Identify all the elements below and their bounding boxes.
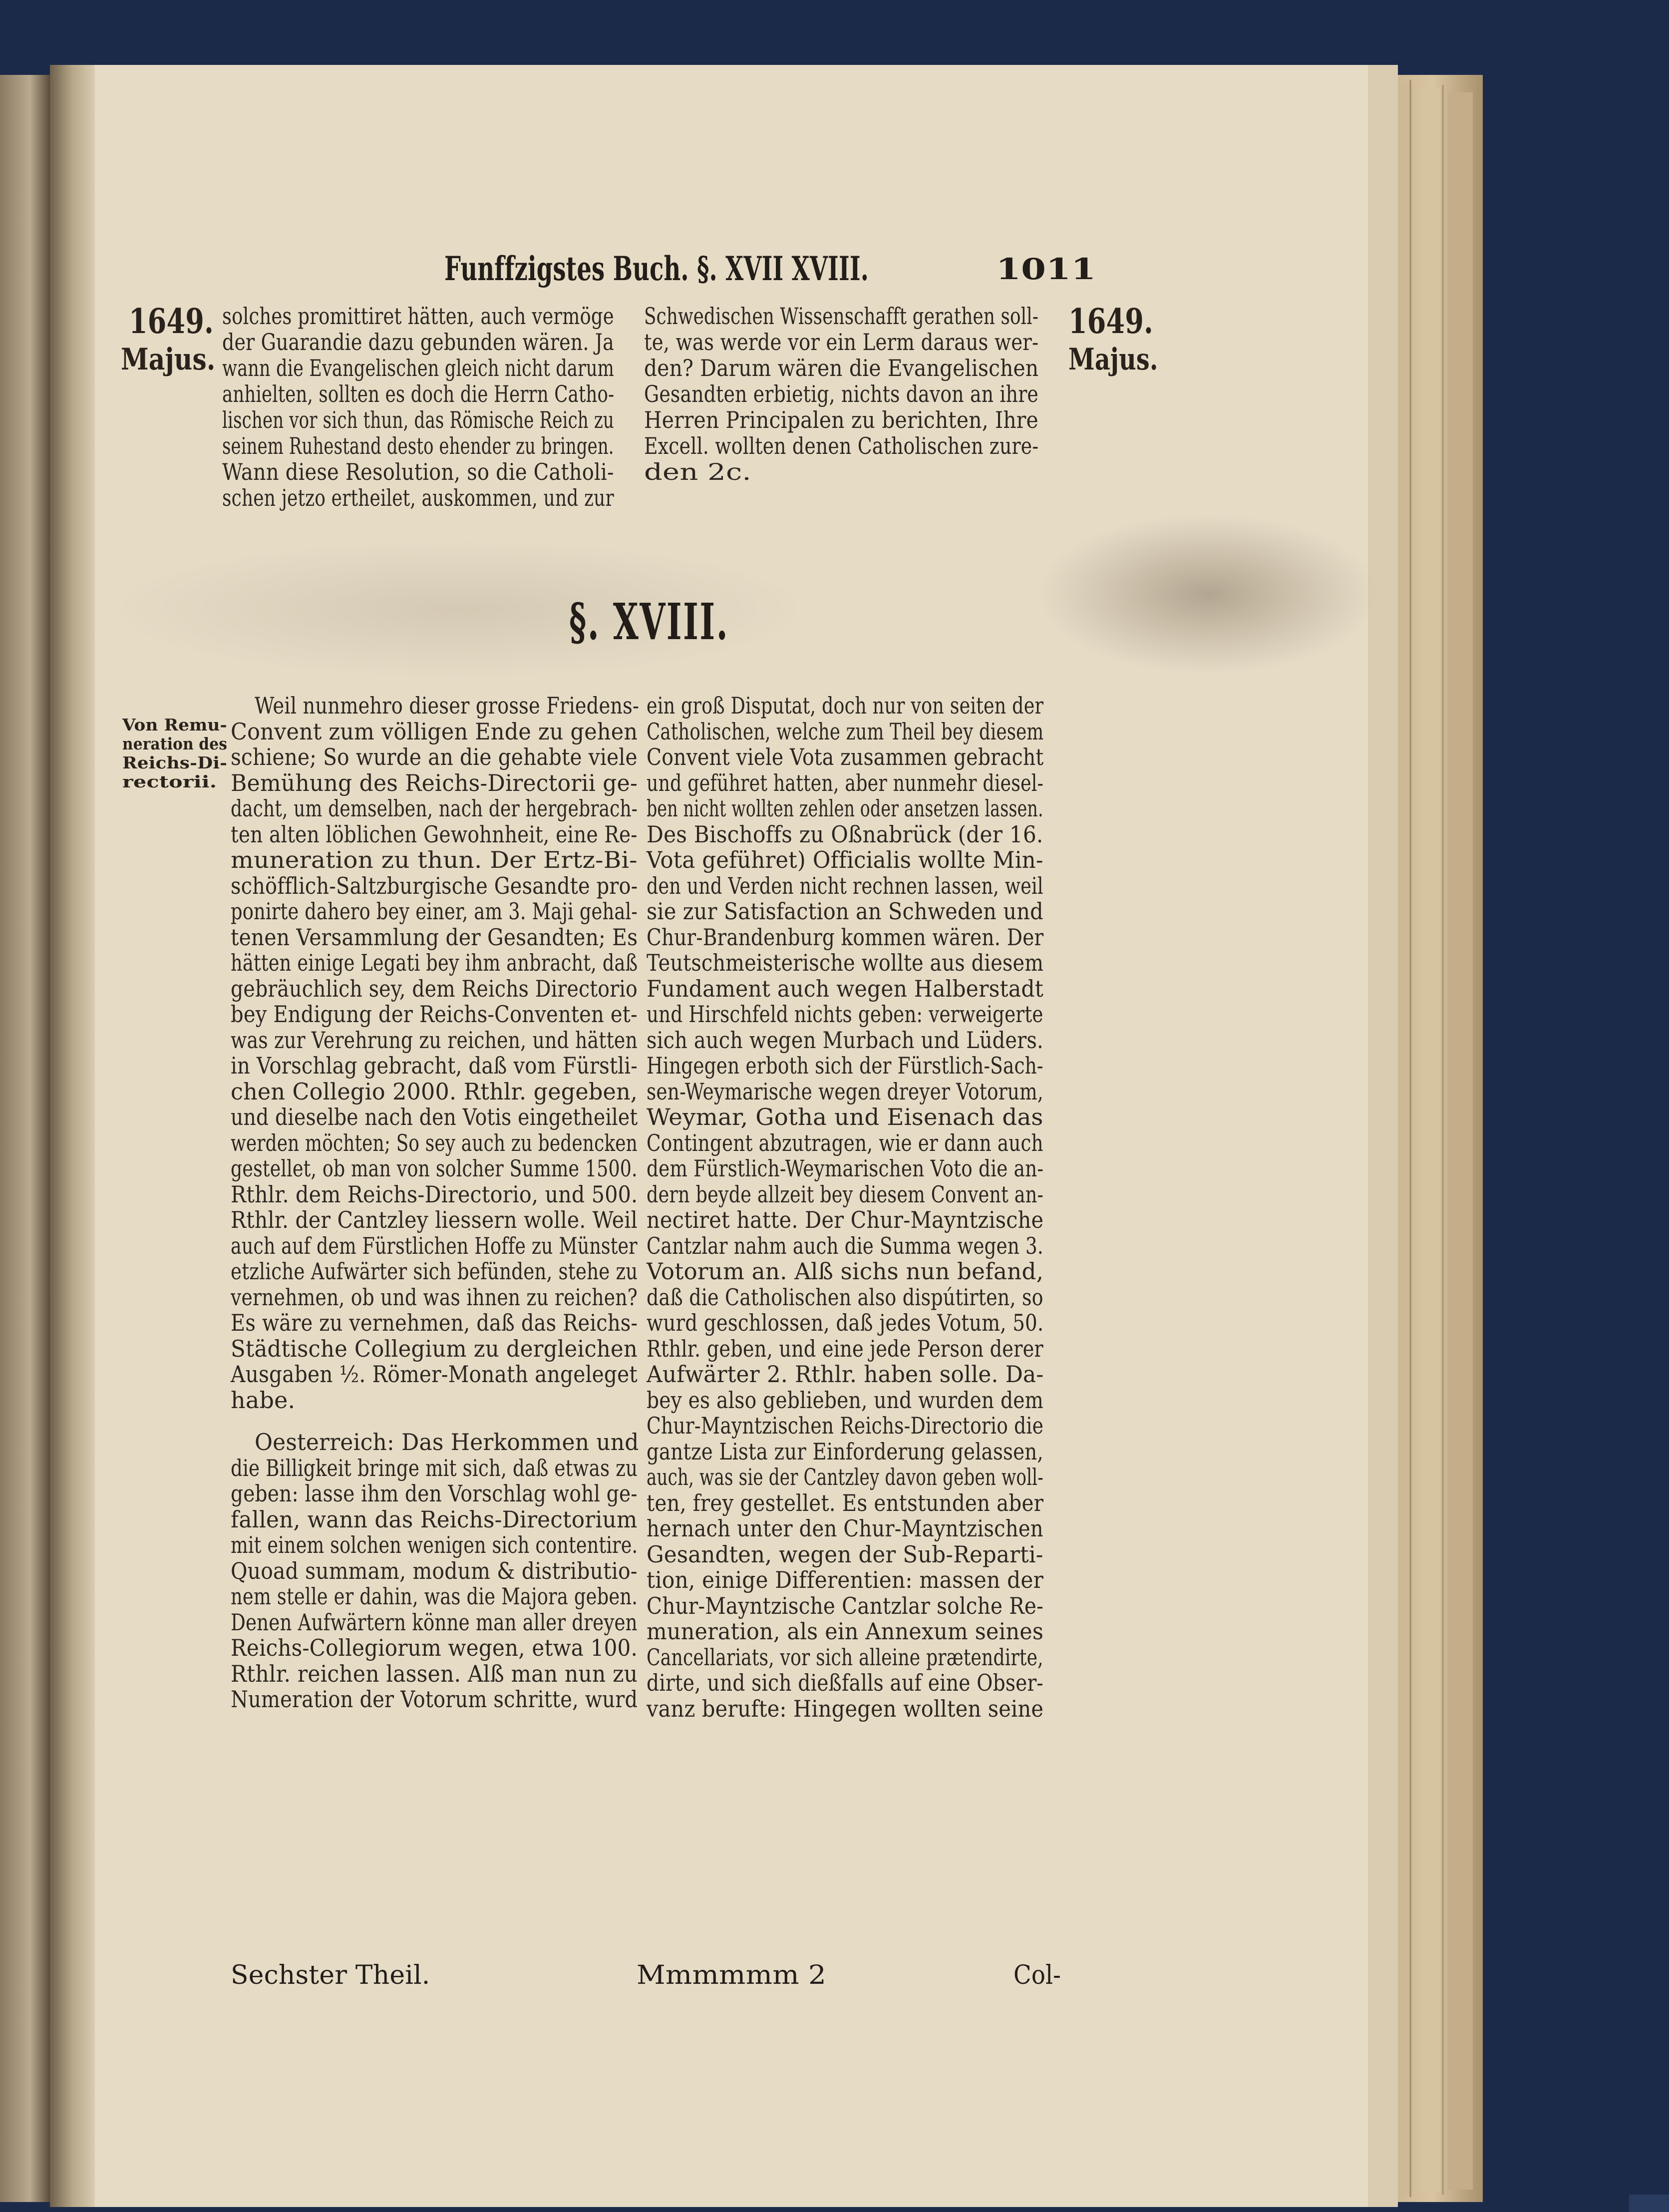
- body-line-left: ten alten löblichen Gewohnheit, eine Re-: [231, 820, 638, 848]
- volume-note: Sechster Theil.: [231, 1960, 430, 1990]
- upper-right-line: Gesandten erbietig, nichts davon an ihre: [644, 380, 1038, 407]
- upper-right-line: den 2c.: [644, 458, 751, 485]
- body-line-right: dirte, und sich dießfalls auf eine Obser-: [647, 1669, 1043, 1696]
- body-line-left: bey Endigung der Reichs-Conventen et-: [231, 1001, 638, 1028]
- left-margin-year: 1649.: [129, 302, 214, 342]
- side-note-line: Reichs-Di-: [122, 753, 228, 772]
- body-line-right: hernach unter den Chur-Mayntzischen: [647, 1515, 1043, 1542]
- upper-right-line: den? Darum wären die Evangelischen: [644, 355, 1039, 381]
- body-line-left: Städtische Collegium zu dergleichen: [231, 1335, 638, 1362]
- body-line-left: Rthlr. reichen lassen. Alß man nun zu: [231, 1660, 638, 1687]
- body-line-left: und dieselbe nach den Votis eingetheilet: [231, 1104, 638, 1130]
- body-line-right: Teutschmeisterische wollte aus diesem: [647, 949, 1044, 976]
- body-line-left: in Vorschlag gebracht, daß vom Fürstli-: [231, 1052, 638, 1079]
- body-line-right: und geführet hatten, aber nunmehr diesel-: [647, 769, 1044, 796]
- body-line-left: gestellet, ob man von solcher Summe 1500.: [231, 1155, 638, 1182]
- body-line-left: werden möchten; So sey auch zu bedencken: [231, 1129, 638, 1156]
- body-line-right: dem Fürstlich-Weymarischen Voto die an-: [647, 1155, 1044, 1182]
- body-line-right: dern beyde allzeit bey diesem Convent an-: [647, 1180, 1043, 1208]
- upper-right-line: Schwedischen Wissenschafft gerathen soll-: [644, 303, 1039, 330]
- body-line-right: Chur-Mayntzische Cantzlar solche Re-: [647, 1592, 1043, 1619]
- right-margin-year: 1649.: [1068, 302, 1153, 342]
- body-line-right: nectiret hatte. Der Chur-Mayntzische: [647, 1206, 1044, 1233]
- body-line-right: Gesandten, wegen der Sub-Reparti-: [647, 1540, 1043, 1568]
- body-line-left: hätten einige Legati bey ihm anbracht, daß: [231, 949, 638, 976]
- body-line-left: Es wäre zu vernehmen, daß das Reichs-: [231, 1309, 638, 1336]
- body-line-right: bey es also geblieben, und wurden dem: [647, 1386, 1044, 1414]
- body-line-right: Hingegen erboth sich der Fürstlich-Sach-: [647, 1052, 1043, 1079]
- body-line-left: dacht, um demselben, nach der hergebrach-: [231, 795, 638, 822]
- body-line-left: ponirte dahero bey einer, am 3. Maji gehal-: [231, 898, 638, 925]
- body-line-left: mit einem solchen wenigen sich contentire.: [231, 1531, 638, 1558]
- body-line-right: den und Verden nicht rechnen lassen, weil: [647, 872, 1043, 899]
- body-line-right: Fundament auch wegen Halberstadt: [647, 975, 1043, 1002]
- upper-left-line: solches promittiret hätten, auch vermöge: [222, 303, 614, 330]
- body-line-right: ein groß Disputat, doch nur von seiten der: [647, 692, 1044, 719]
- right-margin-month: Majus.: [1068, 342, 1158, 377]
- upper-left-line: wann die Evangelischen gleich nicht darum: [222, 355, 615, 381]
- body-line-left: geben: lasse ihm den Vorschlag wohl ge-: [231, 1480, 638, 1507]
- upper-right-line: Excell. wollten denen Catholischen zure-: [644, 432, 1039, 459]
- catchword: Col-: [1013, 1960, 1061, 1990]
- upper-right-line: te, was werde vor ein Lerm daraus wer-: [644, 329, 1039, 356]
- upper-left-line: schen jetzo ertheilet, auskommen, und zur: [222, 484, 614, 511]
- body-line-left: tenen Versammlung der Gesandten; Es: [231, 923, 638, 951]
- body-line-left: etzliche Aufwärter sich befünden, stehe zu: [231, 1258, 638, 1285]
- body-line-right: ten, frey gestellet. Es entstunden aber: [647, 1489, 1044, 1516]
- body-line-left: Oesterreich: Das Herkommen und: [255, 1429, 639, 1456]
- body-line-right: Vota geführet) Officialis wollte Min-: [647, 846, 1043, 873]
- body-line-left: vernehmen, ob und was ihnen zu reichen?: [231, 1283, 638, 1311]
- body-line-left: die Billigkeit bringe mit sich, daß etwas zu: [231, 1454, 638, 1481]
- body-line-right: sich auch wegen Murbach und Lüders.: [647, 1026, 1043, 1054]
- body-line-left: muneration zu thun. Der Ertz-Bi-: [231, 846, 638, 873]
- body-line-left: nem stelle er dahin, was die Majora geben.: [231, 1583, 638, 1610]
- body-line-left: Ausgaben ½. Römer-Monath angeleget: [231, 1361, 638, 1388]
- body-line-right: Aufwärter 2. Rthlr. haben solle. Da-: [647, 1361, 1044, 1388]
- body-line-left: Convent zum völligen Ende zu gehen: [231, 718, 638, 745]
- body-line-left: was zur Verehrung zu reichen, und hätten: [231, 1026, 638, 1054]
- body-line-left: Rthlr. dem Reichs-Directorio, und 500.: [231, 1180, 638, 1208]
- body-line-right: auch, was sie der Cantzley davon geben woll-: [647, 1464, 1043, 1490]
- body-line-left: Numeration der Votorum schritte, wurd: [231, 1686, 638, 1713]
- body-line-right: sie zur Satisfaction an Schweden und: [647, 898, 1043, 925]
- body-line-left: Weil nunmehro dieser grosse Friedens-: [255, 692, 640, 719]
- upper-left-line: lischen vor sich thun, das Römische Reich zu: [222, 406, 614, 433]
- body-line-right: Chur-Brandenburg kommen wären. Der: [647, 923, 1044, 951]
- body-line-left: fallen, wann das Reichs-Directorium: [231, 1505, 638, 1533]
- body-line-right: und Hirschfeld nichts geben: verweigerte: [647, 1001, 1043, 1028]
- body-line-right: Contingent abzutragen, wie er dann auch: [647, 1129, 1043, 1156]
- side-note-line: neration des: [122, 734, 228, 753]
- upper-left-line: seinem Ruhestand desto ehender zu bringen.: [222, 432, 614, 459]
- body-line-left: Reichs-Collegiorum wegen, etwa 100.: [231, 1634, 638, 1661]
- body-line-left: Denen Aufwärtern könne man aller dreyen: [231, 1608, 638, 1636]
- signature-mark: Mmmmmm 2: [637, 1960, 827, 1990]
- section-heading: §. XVIII.: [569, 592, 729, 651]
- body-line-right: wurd geschlossen, daß jedes Votum, 50.: [647, 1309, 1044, 1336]
- body-line-right: Cancellariats, vor sich alleine prætendirte,: [647, 1643, 1043, 1671]
- body-line-right: Rthlr. geben, und eine jede Person derer: [647, 1335, 1043, 1362]
- body-line-right: vanz berufte: Hingegen wollten seine: [647, 1695, 1044, 1722]
- body-line-right: Des Bischoffs zu Oßnabrück (der 16.: [647, 820, 1043, 848]
- upper-left-line: anhielten, sollten es doch die Herrn Catho-: [222, 380, 615, 407]
- upper-left-line: der Guarandie dazu gebunden wären. Ja: [222, 329, 614, 356]
- running-title: Funffzigstes Buch. §. XVII XVIII.: [444, 249, 869, 288]
- body-line-right: sen-Weymarische wegen dreyer Votorum,: [647, 1078, 1043, 1105]
- body-line-right: ben nicht wollten zehlen oder ansetzen lassen.: [647, 795, 1043, 822]
- body-line-right: Weymar, Gotha und Eisenach das: [647, 1104, 1043, 1130]
- body-line-right: Convent viele Vota zusammen gebracht: [647, 743, 1044, 770]
- upper-right-line: Herren Principalen zu berichten, Ihre: [644, 406, 1038, 433]
- body-line-left: schöfflich-Saltzburgische Gesandte pro-: [231, 872, 638, 899]
- body-line-left: gebräuchlich sey, dem Reichs Directorio: [231, 975, 638, 1002]
- body-line-left: Bemühung des Reichs-Directorii ge-: [231, 769, 638, 796]
- upper-left-line: Wann diese Resolution, so die Catholi-: [222, 458, 614, 485]
- side-note-line: Von Remu-: [122, 715, 227, 735]
- body-line-right: muneration, als ein Annexum seines: [647, 1618, 1044, 1645]
- body-line-right: daß die Catholischen also dispútirten, so: [647, 1283, 1043, 1311]
- body-line-right: gantze Lista zur Einforderung gelassen,: [647, 1438, 1043, 1465]
- left-margin-month: Majus.: [121, 342, 216, 377]
- body-line-right: Chur-Mayntzischen Reichs-Directorio die: [647, 1412, 1044, 1439]
- body-line-right: Catholischen, welche zum Theil bey diesem: [647, 718, 1044, 745]
- body-line-left: Quoad summam, modum & distributio-: [231, 1557, 638, 1584]
- side-note-line: rectorii.: [122, 772, 217, 791]
- body-line-left: chen Collegio 2000. Rthlr. gegeben,: [231, 1078, 638, 1105]
- body-line-left: Rthlr. der Cantzley liessern wolle. Weil: [231, 1206, 638, 1233]
- body-line-right: Cantzlar nahm auch die Summa wegen 3.: [647, 1232, 1043, 1259]
- page-number: 1011: [996, 252, 1096, 286]
- body-line-left: auch auf dem Fürstlichen Hoffe zu Münster: [231, 1232, 638, 1259]
- body-line-right: tion, einige Differentien: massen der: [647, 1566, 1043, 1593]
- body-line-left: schiene; So wurde an die gehabte viele: [231, 743, 638, 770]
- body-line-left: habe.: [231, 1386, 296, 1414]
- body-line-right: Votorum an. Alß sichs nun befand,: [647, 1258, 1044, 1285]
